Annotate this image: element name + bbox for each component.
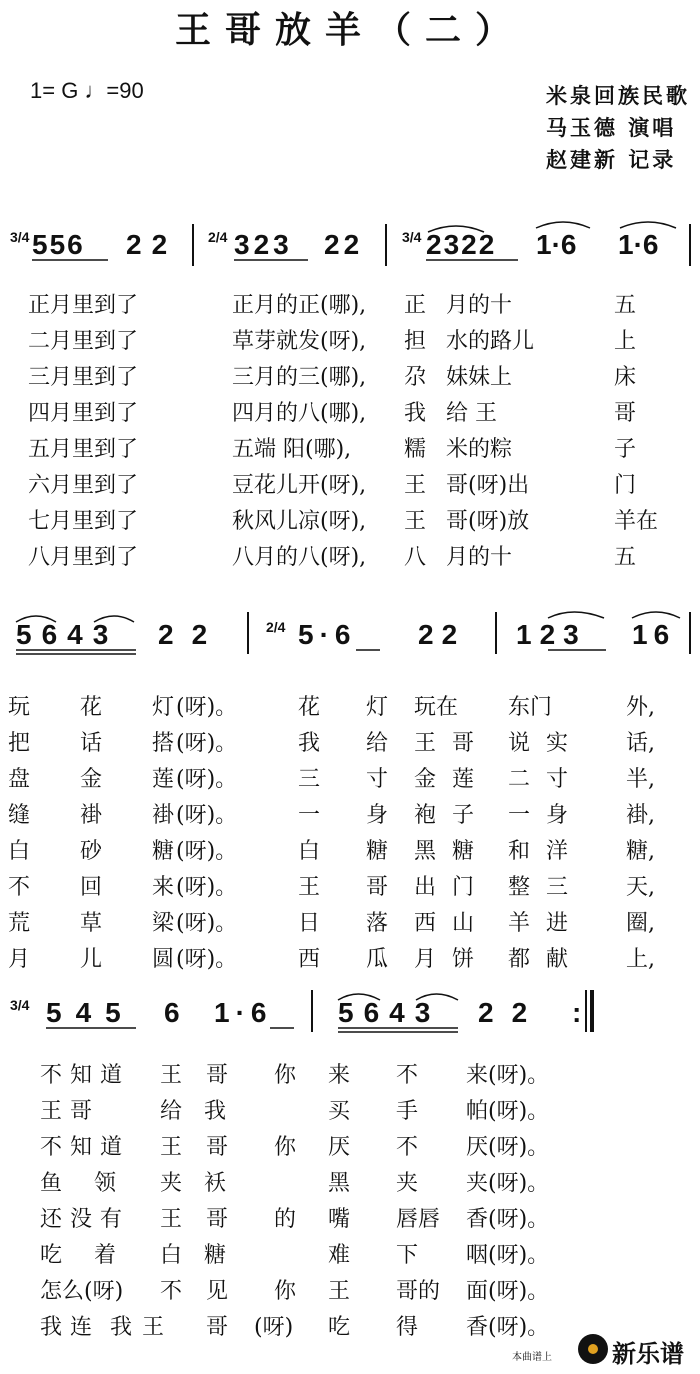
notes: 5·6 — [298, 619, 357, 650]
lyric-line: 二月里到了 草芽就发(呀), 担 水的路儿 上 — [28, 329, 637, 354]
lyric-line: 把 话 搭 (呀)。 我 给 王哥 说实 话, — [8, 731, 655, 756]
notes: 556 — [32, 229, 85, 260]
notes: 22 — [418, 619, 466, 650]
slur — [548, 612, 604, 618]
time-signature: 2/4 — [208, 229, 228, 245]
notes: 1·6 — [214, 997, 273, 1028]
lyric-line: 王 哥 给我 买 手 帕(呀)。 — [40, 1099, 550, 1124]
lyric-line: 还没有 王 哥 的 嘴 唇唇 香(呀)。 — [40, 1207, 550, 1232]
lyric-line: 怎么(呀) 不 见 你 王 哥的 面(呀)。 — [40, 1279, 550, 1304]
logo-caption: 本曲谱上 — [512, 1352, 552, 1363]
lyric-line: 六月里到了 豆花儿开(呀), 王 哥(呀)出 门 — [28, 473, 637, 498]
repeat-dots: : — [572, 997, 582, 1028]
score-row-3 — [8, 988, 692, 1038]
lyric-line: 正月里到了 正月的正(哪), 正 月的十 五 — [28, 293, 637, 318]
notes: 16 — [632, 619, 676, 650]
site-logo[interactable] — [512, 1330, 694, 1370]
time-signature: 3/4 — [402, 229, 422, 245]
notes: 5643 — [338, 997, 441, 1028]
logo-name: 新乐谱 — [612, 1340, 684, 1368]
lyric-line: 三月里到了 三月的三(哪), 尕 妹妹上 床 — [28, 365, 637, 390]
lyric-line: 七月里到了 秋风儿凉(呀), 王 哥(呀)放 羊在 — [28, 509, 659, 534]
key-tempo: 1= G ♩=90 — [30, 78, 144, 103]
lyric-line: 八月里到了 八月的八(呀), 八 月的十 五 — [28, 545, 637, 570]
lyric-line: 白 砂 糖 (呀)。 白 糖 黑糖 和洋 糖, — [8, 839, 655, 864]
score-row-1 — [8, 222, 692, 272]
slur — [620, 222, 676, 228]
notes: 545 — [46, 997, 135, 1028]
lyric-line: 五月里到了 五端 阳(哪), 糯 米的粽 子 — [28, 437, 637, 462]
credit-recorder: 赵建新 记录 — [546, 147, 677, 172]
notes: 5643 — [16, 619, 119, 650]
time-signature: 2/4 — [266, 619, 286, 635]
lyric-line: 玩 花 灯 (呀)。 花 灯 玩在 东门 外, — [8, 695, 655, 720]
lyric-line: 不知道 王 哥 你 厌 不 厌(呀)。 — [40, 1135, 550, 1160]
notes: 1·6 — [618, 229, 659, 260]
song-title: 王哥放羊（二） — [174, 9, 525, 51]
notes: 123 — [516, 619, 587, 650]
notes: 6 — [164, 997, 180, 1028]
notes: 22 — [324, 229, 364, 260]
notes: 22 — [126, 229, 178, 260]
lyric-line: 不 回 来 (呀)。 王 哥 出门 整三 天, — [8, 875, 655, 900]
lyric-line: 月 儿 圆 (呀)。 西 瓜 月饼 都献 上, — [8, 947, 655, 972]
notes: 1·6 — [536, 229, 577, 260]
time-signature: 3/4 — [10, 229, 30, 245]
notes: 22 — [158, 619, 226, 650]
lyric-line: 四月里到了 四月的八(哪), 我 给 王 哥 — [28, 401, 637, 426]
lyric-line: 荒 草 梁 (呀)。 日 落 西山 羊进 圈, — [8, 911, 655, 936]
slur — [632, 612, 680, 618]
record-icon — [578, 1334, 608, 1364]
slur — [536, 222, 590, 228]
lyric-line: 我连 我王 哥 (呀) 吃 得 香(呀)。 — [40, 1315, 550, 1340]
notes: 323 — [234, 229, 293, 260]
lyric-line: 缝 褂 褂 (呀)。 一 身 袍子 一身 褂, — [8, 803, 655, 828]
lyric-line: 吃 着 白糖 难 下 咽(呀)。 — [40, 1243, 550, 1268]
lyric-line: 盘 金 莲 (呀)。 三 寸 金莲 二寸 半, — [8, 767, 655, 792]
lyric-line: 鱼 领 夹袄 黑 夹 夹(呀)。 — [40, 1171, 550, 1196]
lyric-line: 不知道 王 哥 你 来 不 来(呀)。 — [40, 1063, 550, 1088]
notes: 22 — [478, 997, 546, 1028]
time-signature: 3/4 — [10, 997, 30, 1013]
credit-origin: 米泉回族民歌 — [546, 83, 690, 108]
credit-singer: 马玉德 演唱 — [546, 115, 677, 140]
notes: 2322 — [426, 229, 497, 260]
score-row-2 — [8, 608, 692, 658]
